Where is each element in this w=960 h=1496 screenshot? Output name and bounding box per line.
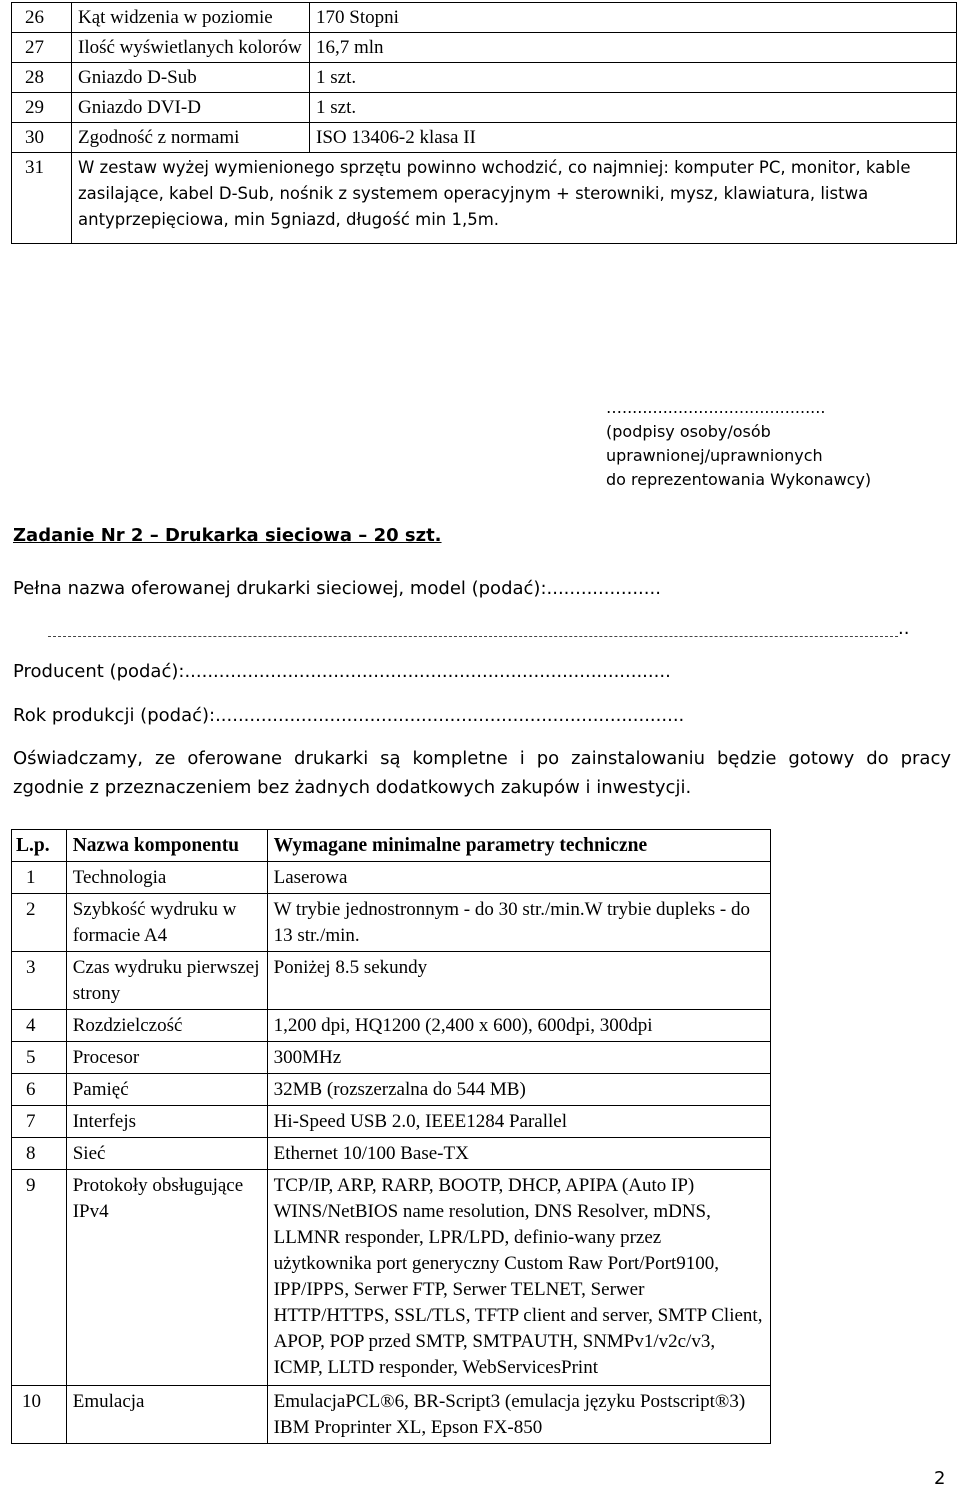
row-parameters: W trybie jednostronnym - do 30 str./min.W trybie dupleks - do 13 str./min. bbox=[267, 894, 770, 952]
row-value: 16,7 mln bbox=[310, 33, 645, 63]
row-component: Rozdzielczość bbox=[66, 1010, 267, 1042]
row-number: 30 bbox=[12, 123, 72, 153]
row-parameters: 300MHz bbox=[267, 1042, 770, 1074]
row-number: 8 bbox=[12, 1138, 67, 1170]
header-component-name: Nazwa komponentu bbox=[66, 830, 267, 862]
row-component: Emulacja bbox=[66, 1386, 267, 1444]
row-value: 1 szt. bbox=[310, 93, 645, 123]
row-parameters: 32MB (rozszerzalna do 544 MB) bbox=[267, 1074, 770, 1106]
row-empty-cell bbox=[644, 63, 957, 93]
row-value: ISO 13406-2 klasa II bbox=[310, 123, 645, 153]
table-row bbox=[12, 1042, 771, 1074]
signature-caption-line2: do reprezentowania Wykonawcy) bbox=[606, 470, 872, 489]
dashed-line-end: .. bbox=[898, 618, 910, 639]
row-number: 6 bbox=[12, 1074, 67, 1106]
header-lp: L.p. bbox=[12, 830, 67, 862]
header-parameters: Wymagane minimalne parametry techniczne bbox=[267, 830, 770, 862]
table-row bbox=[12, 1138, 771, 1170]
row-number: 5 bbox=[12, 1042, 67, 1074]
dashed-fill-line bbox=[48, 636, 898, 637]
row-parameters: TCP/IP, ARP, RARP, BOOTP, DHCP, APIPA (Auto IP) WINS/NetBIOS name resolution, DNS Resolver, mDNS, LLMNR responder, LPR/LPD, definio-wany przez użytkownika port generyczny Custom Raw Port/Port9100, IPP/IPPS, Serwer FTP, Serwer TELNET, Serwer HTTP/HTTPS, SSL/TLS, TFTP client and server, SMTP Client, APOP, POP przed SMTP, SMTPAUTH, SNMPv1/v2c/v3, ICMP, LLTD responder, WebServicesPrint bbox=[267, 1170, 770, 1386]
row-parameters: EmulacjaPCL®6, BR-Script3 (emulacja języku Postscript®3) IBM Proprinter XL, Epson FX-850 bbox=[267, 1386, 770, 1444]
row-label: Gniazdo D-Sub bbox=[72, 63, 310, 93]
row-label: Kąt widzenia w poziomie bbox=[72, 3, 310, 33]
row-empty-cell bbox=[644, 93, 957, 123]
production-year-line: Rok produkcji (podać):.................................................................................. bbox=[13, 705, 685, 726]
producer-line: Producent (podać):..................................................................................... bbox=[13, 661, 671, 682]
row-parameters: Ethernet 10/100 Base-TX bbox=[267, 1138, 770, 1170]
table-header-row bbox=[12, 830, 771, 862]
declaration-text: Oświadczamy, ze oferowane drukarki są kompletne i po zainstalowaniu będzie gotowy do pracy zgodnie z przeznaczeniem bez żadnych dodatkowych zakupów i inwestycji. bbox=[13, 748, 951, 798]
row-number: 1 bbox=[12, 862, 67, 894]
row-component: Czas wydruku pierwszej strony bbox=[66, 952, 267, 1010]
row-parameters: Poniżej 8.5 sekundy bbox=[267, 952, 770, 1010]
row-component: Interfejs bbox=[66, 1106, 267, 1138]
row-component: Technologia bbox=[66, 862, 267, 894]
row-text: W zestaw wyżej wymienionego sprzętu powinno wchodzić, co najmniej: komputer PC, monitor, kable zasilające, kabel D-Sub, nośnik z systemem operacyjnym + sterowniki, mysz, klawiatura, listwa antyprzepięciowa, min 5gniazd, długość min 1,5m. bbox=[72, 153, 957, 244]
row-number: 31 bbox=[12, 153, 72, 244]
table-row bbox=[12, 1386, 771, 1444]
table-row bbox=[12, 33, 957, 63]
row-value: 1 szt. bbox=[310, 63, 645, 93]
table-row bbox=[12, 894, 771, 952]
printer-spec-table bbox=[11, 829, 771, 1444]
row-parameters: Hi-Speed USB 2.0, IEEE1284 Parallel bbox=[267, 1106, 770, 1138]
row-component: Procesor bbox=[66, 1042, 267, 1074]
table-row bbox=[12, 63, 957, 93]
table-row bbox=[12, 862, 771, 894]
table-row bbox=[12, 153, 957, 244]
row-component: Sieć bbox=[66, 1138, 267, 1170]
signature-dots: …........................................ bbox=[606, 398, 826, 417]
row-parameters: Laserowa bbox=[267, 862, 770, 894]
table-row bbox=[12, 1170, 771, 1386]
table-row bbox=[12, 123, 957, 153]
row-empty-cell bbox=[644, 3, 957, 33]
row-component: Protokoły obsługujące IPv4 bbox=[66, 1170, 267, 1386]
table-row bbox=[12, 93, 957, 123]
signature-caption-line1: (podpisy osoby/osób uprawnionej/uprawnionych bbox=[606, 422, 823, 465]
table-row bbox=[12, 1074, 771, 1106]
full-name-line: Pełna nazwa oferowanej drukarki sieciowej, model (podać):.................... bbox=[13, 578, 661, 599]
task-title: Zadanie Nr 2 – Drukarka sieciowa – 20 szt. bbox=[13, 525, 442, 546]
signature-block bbox=[606, 396, 936, 492]
row-number: 27 bbox=[12, 33, 72, 63]
row-empty-cell bbox=[644, 123, 957, 153]
table-row bbox=[12, 1106, 771, 1138]
row-parameters: 1,200 dpi, HQ1200 (2,400 x 600), 600dpi, 300dpi bbox=[267, 1010, 770, 1042]
page-number: 2 bbox=[934, 1468, 946, 1489]
row-number: 26 bbox=[12, 3, 72, 33]
row-label: Zgodność z normami bbox=[72, 123, 310, 153]
row-empty-cell bbox=[644, 33, 957, 63]
row-value: 170 Stopni bbox=[310, 3, 645, 33]
row-number: 29 bbox=[12, 93, 72, 123]
row-label: Gniazdo DVI-D bbox=[72, 93, 310, 123]
row-number: 4 bbox=[12, 1010, 67, 1042]
row-number: 7 bbox=[12, 1106, 67, 1138]
row-number: 2 bbox=[12, 894, 67, 952]
table-row bbox=[12, 952, 771, 1010]
row-number: 3 bbox=[12, 952, 67, 1010]
row-label: Ilość wyświetlanych kolorów bbox=[72, 33, 310, 63]
row-number: 28 bbox=[12, 63, 72, 93]
row-number: 9 bbox=[12, 1170, 67, 1386]
row-component: Pamięć bbox=[66, 1074, 267, 1106]
row-number: 10 bbox=[12, 1386, 67, 1444]
table-row bbox=[12, 1010, 771, 1042]
monitor-spec-table bbox=[11, 2, 957, 244]
row-component: Szybkość wydruku w formacie A4 bbox=[66, 894, 267, 952]
table-row bbox=[12, 3, 957, 33]
